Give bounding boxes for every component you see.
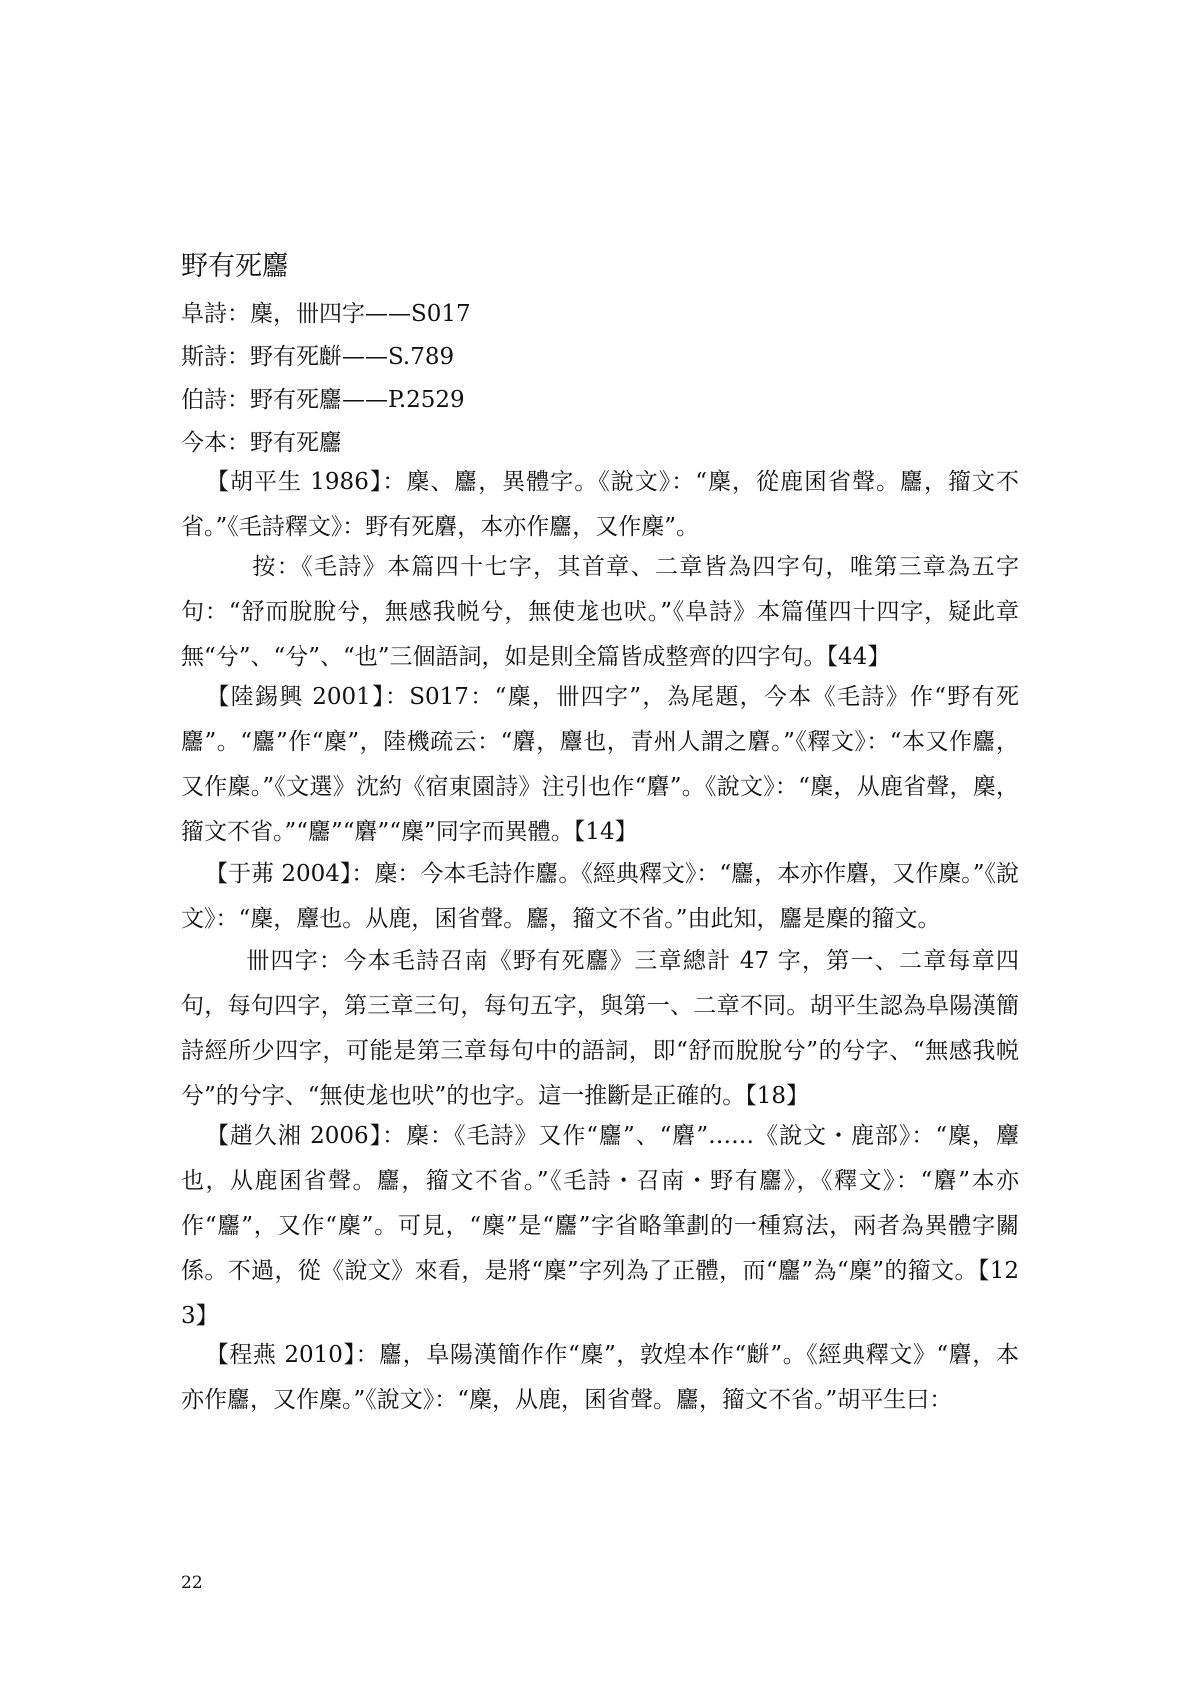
- commentary-text: 卌四字：今本毛詩召南《野有死麢》三章總計 47 字，第一、二章每章四句，每句四字，第三章三句，每句五字，與第一、二章不同。胡平生認為阜陽漢簡詩經所少四字，可能是第三章每句中的語詞，即“舒而脫脫兮”的兮字、“無感我帨兮”的兮字、“無使尨也吠”的也字。這一推斷是正確的。【18】: [181, 948, 1019, 1109]
- commentary-text: 按：《毛詩》本篇四十七字，其首章、二章皆為四字句，唯第三章為五字句：“舒而脫脫兮，無感我帨兮，無使尨也吠。”《阜詩》本篇僅四十四字，疑此章無“兮”、“兮”、“也”三個語詞，如是則全篇皆成整齊的四字句。【44】: [181, 554, 1019, 670]
- commentary-yu-fu: [181, 852, 1019, 942]
- commentary-text: 【陸錫興 2001】：S017：“麇，卌四字”，為尾題，今本《毛詩》作“野有死麢”。“麢”作“麇”，陸機疏云：“麏，麞也，青州人謂之麏。”《釋文》：“本又作麢，又作麇。”《文選》沈約《宿東園詩》注引也作“麏”。《說文》：“麇，从鹿省聲，麇，籀文不省。”“麢”“麏”“麇”同字而異體。【14】: [181, 684, 1019, 845]
- source-line-bo: 伯詩：野有死麢——P.2529: [181, 387, 465, 413]
- commentary-hu-pingsheng: [181, 460, 1019, 550]
- commentary-text: 【程燕 2010】：麢，阜陽漢簡作作“麇”，敦煌本作“𪋋”。《經典釋文》“麏，本亦作麢，又作麇。”《說文》：“麇，从鹿，囷省聲。麢，籀文不省。”胡平生曰：: [181, 1342, 1019, 1413]
- page-number: 22: [181, 1573, 203, 1593]
- commentary-lu-xixing: [181, 675, 1019, 855]
- source-line-si: 斯詩：野有死𪋋——S.789: [181, 344, 455, 370]
- source-line-fu: 阜詩：麇，卌四字——S017: [181, 301, 471, 327]
- commentary-note: [181, 545, 1019, 680]
- source-line-jin: 今本：野有死麢: [181, 430, 342, 456]
- commentary-text: 【胡平生 1986】：麇、麢，異體字。《說文》：“麇，從鹿囷省聲。麢，籀文不省。”《毛詩釋文》：野有死麏，本亦作麢，又作麇”。: [181, 469, 1019, 540]
- commentary-text: 【于茀 2004】：麇：今本毛詩作麢。《經典釋文》：“麢，本亦作麏，又作麇。”《說文》：“麇，麞也。从鹿，囷省聲。麢，籀文不省。”由此知，麢是麇的籀文。: [181, 861, 1019, 932]
- commentary-text: 【趙久湘 2006】：麇：《毛詩》又作“麢”、“麏”……《說文・鹿部》：“麇，麞也，从鹿囷省聲。麢，籀文不省。”《毛詩・召南・野有麢》，《釋文》：“麏”本亦作“麢”，又作“麇”。可見，“麇”是“麢”字省略筆劃的一種寫法，兩者為異體字關係。不過，從《說文》來看，是將“麇”字列為了正體，而“麢”為“麇”的籀文。【123】: [181, 1123, 1019, 1329]
- commentary-cheng-yan: [181, 1333, 1019, 1423]
- section-title: 野有死麢: [181, 251, 289, 282]
- commentary-zhao-jiuxiang: [181, 1114, 1019, 1339]
- commentary-forty-four-characters: [181, 939, 1019, 1119]
